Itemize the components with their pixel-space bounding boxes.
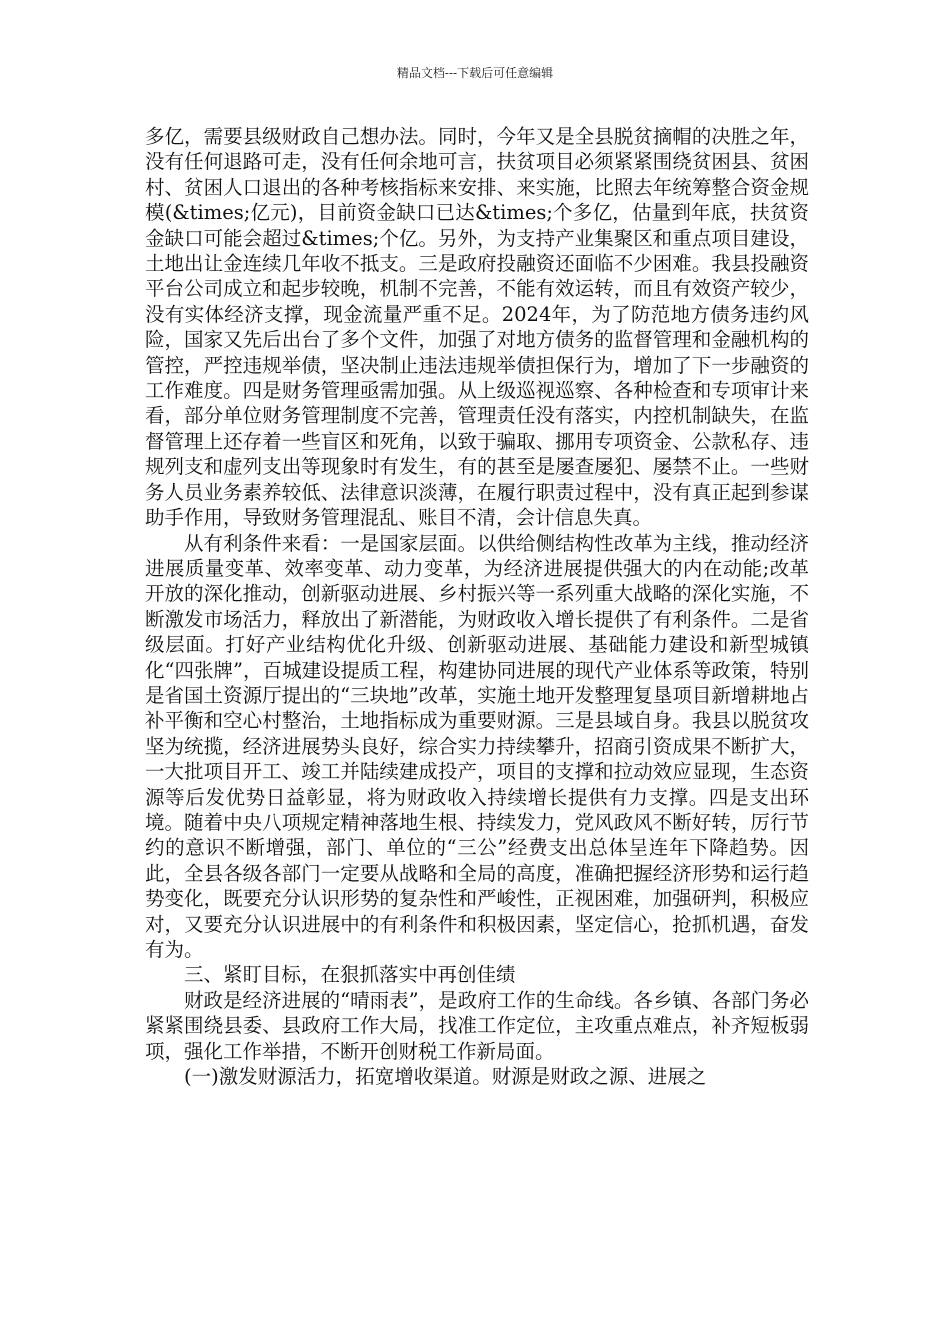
paragraph-subsection-one: (一)激发财源活力，拓宽增收渠道。财源是财政之源、进展之	[184, 1065, 707, 1089]
page-header: 精品文档---下载后可任意编辑	[396, 66, 554, 80]
section-heading-three: 三、紧盯目标，在狠抓落实中再创佳绩	[184, 963, 516, 987]
paragraph-budget-pressure: 多亿，需要县级财政自己想办法。同时，今年又是全县脱贫摘帽的决胜之年，没有任何退路可走，没有任何余地可言，扶贫项目必须紧紧围绕贫困县、贫困村、贫困人口退出的各种考核指标来安排、来实施，比照去年统筹整合资金规模(&times;亿元)，目前资金缺口已达&times;个多亿，估量到年底，扶贫资金缺口可能会超过&times;个亿。另外，为支持产业集聚区和重点项目建设，土地出让金连续几年收不抵支。三是政府投融资还面临不少困难。我县投融资平台公司成立和起步较晚，机制不完善，不能有效运转，而且有效资产较少，没有实体经济支撑，现金流量严重不足。2024年，为了防范地方债务违约风险，国家又先后出台了多个文件，加强了对地方债务的监督管理和金融机构的管控，严控违规举债，坚决制止违法违规举债担保行为，增加了下一步融资的工作难度。四是财务管理亟需加强。从上级巡视巡察、各种检查和专项审计来看，部分单位财务管理制度不完善，管理责任没有落实，内控机制缺失，在监督管理上还存着一些盲区和死角，以致于骗取、挪用专项资金、公款私存、违规列支和虚列支出等现象时有发生，有的甚至是屡查屡犯、屡禁不止。一些财务人员业务素养较低、法律意识淡薄，在履行职责过程中，没有真正起到参谋助手作用，导致财务管理混乱、账目不清，会计信息失真。	[145, 125, 809, 530]
document-body	[145, 124, 809, 1089]
paragraph-favorable-conditions: 从有利条件来看：一是国家层面。以供给侧结构性改革为主线，推动经济进展质量变革、效率变革、动力变革，为经济进展提供强大的内在动能;改革开放的深化推动，创新驱动进展、乡村振兴等一系列重大战略的深化实施，不断激发市场活力，释放出了新潜能，为财政收入增长提供了有利条件。二是省级层面。打好产业结构优化升级、创新驱动进展、基础能力建设和新型城镇化“四张牌”，百城建设提质工程，构建协同进展的现代产业体系等政策，特别是省国土资源厅提出的“三块地”改革，实施土地开发整理复垦项目新增耕地占补平衡和空心村整治，土地指标成为重要财源。三是县域自身。我县以脱贫攻坚为统揽，经济进展势头良好，综合实力持续攀升，招商引资成果不断扩大，一大批项目开工、竣工并陆续建成投产，项目的支撑和拉动效应显现，生态资源等后发优势日益彰显，将为财政收入持续增长提供有力支撑。四是支出环境。随着中央八项规定精神落地生根、持续发力，党风政风不断好转，厉行节约的意识不断增强，部门、单位的“三公”经费支出总体呈连年下降趋势。因此，全县各级各部门一定要从战略和全局的高度，准确把握经济形势和运行趋势变化，既要充分认识形势的复杂性和严峻性，正视困难，加强研判，积极应对，又要充分认识进展中的有利条件和积极因素，坚定信心，抢抓机遇，奋发有为。	[145, 531, 809, 961]
paragraph-fiscal-barometer: 财政是经济进展的“晴雨表”，是政府工作的生命线。各乡镇、各部门务必紧紧围绕县委、县政府工作大局，找准工作定位，主攻重点难点，补齐短板弱项，强化工作举措，不断开创财税工作新局面。	[145, 988, 809, 1063]
